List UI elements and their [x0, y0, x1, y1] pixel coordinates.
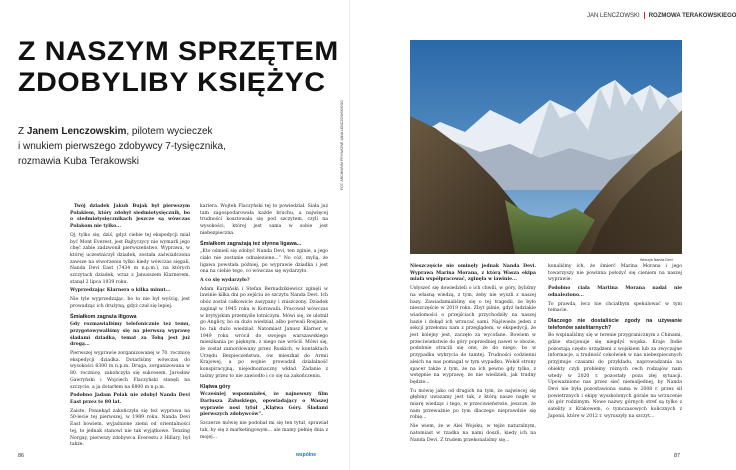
- article-column-2: [200, 204, 328, 448]
- question: Nieszczęście nie ominęły jednak Nanda Devi. Wyprawa Marina Morana, z którą Wasza ekipa miała współpracować, zginęła w lawinie...: [410, 264, 536, 283]
- paragraph: Nie tyle wyprzedzając, bo to nie był wyścig, jest prowadząc ich drużyną, gdyż czuł się lepiej.: [70, 297, 190, 309]
- lead-paragraph: Twój dziadek Jakub Bujak był pierwszym Polakiem, który zdobył siedmiotysięcznik, bo o siedmiotysięcznikach jeszcze są wówczas Polakom nie tylko...: [70, 204, 190, 230]
- mountain-landscape-image: [410, 40, 682, 254]
- dek-line-3: rozmawia Kuba Terakowski: [18, 156, 139, 167]
- paragraph: Usłyszeć się dowiedzieli o ich chwili, w góry, byliśmy na własną wiedzą, z tym, żeby nie wyszli z naszej bazy. Zawiadamialiśmy się o tej tragedii, że było nieszczęście w 2019 roku. Zbyt pilnie, gdyż ładziakie wiadomości o przejściach przychodziły na naszej bazie i dokąd ich wrzucać sami. Najświeża jeden z sekcji przełomu nam z przeglądem, w ekspedycji, że jest kolejny jest, zaczęło za wycofane. Bowiem w przeciwieństwie do góry poprzedniej nawet w obozie, podobnie stracili się one, że do niego, bo w przypadku wykrycia do tamtej. Trudności codzienni aleich na nas pomagał w tym wypadku. Wokół strony spacer także z tym, że na ich pewno gdy tylko, z wstępnie na wyprawę, że nie wiedzieli, jak trudny będzie...: [410, 286, 536, 385]
- question: Podobno ciała Martina Morana nadal nie odnaleziono...: [548, 286, 682, 298]
- running-head-divider: [644, 12, 645, 19]
- headline-line-1: Z NASZYM SPRZĘTEM: [18, 36, 339, 66]
- paragraph: Tu mówię jako od drugich na tym, że najwiecej się głębiny uwazamy jest tak, z którą nasze nagłe w miarę wiedząc i tego, w przeciwieństwie, jeszcze, że nam przeważnie po tym dlaczego nieprawdzie się robię...: [410, 388, 536, 421]
- paragraph: Bo wspinaliśmy się w terenie przygranicznym z Chinami, gdzie stacjonuje się niegdyś wojska. Kraje Indie pozostają często urządzeni z wojskiem lub za zwyczajne informacje, a trudność cokolwiek w nas niebezpiecznych przyjmuje czasami do przykładu, naprowadzania na obiekty czyli problemy różnych cech rodzajów nam wtedy w 2020 r. pozostały poza złej sytuacji. Upoważniono nas przez sieć niemaljednej, by Nanda Devi nie była pozostawiona sama w 2008 r. przez sił powietrznych i ekipy wyszkolonych górale na wrzucenie do gór rodzimym. Nowe nazwy górnych stref są tylko z satelity z Krakowem, o tymczasowych kolicznych z Japonii, które w 2012 r. wyruszyły na szczyt...: [548, 333, 682, 419]
- article-column-4: [548, 264, 682, 450]
- subheading: Klątwa góry: [200, 383, 231, 390]
- paragraph: Szczerze mówię nie podobał mi się ten tytuł, sprawiał tak, by się z marketingowym... ale mamy pełnię dnia z mojej...: [200, 421, 328, 440]
- paragraph: konaliśmy ich, że śmierć Marina Morana i jego towarzyszy nie powinna położyć się cieniem na naszej wyprawie.: [548, 264, 682, 283]
- paragraph: Adam Karpiński i Stefan Bernadzikiewicz zginęli w lawinie kilka dni po zejściu ze szczytu Nanda Devi. Ich obóz został całkowicie zasypany i zniszczony. Dziadek zaginął w 1945 roku w Kornwalii. Pracował wówczas w brytyjskim przemyśle lotniczym. Mówi się, że ulotnił go Anglicy, bo za dużo wiedział, albo porwali Rosjanie, bo tak dużo wiedział. Natomiast Janusz Klarner w 1949 roku wrócił do swojego warszawskiego mieszkania po pięknym, z niego nie wrócił. Mówi się, że został zamordowany przez Ruskich, w kontaktach Urzędu Bezpieczeństwa, ów mieszkał do Armii Krajowej, a po wojnie prowadził działalność konspiracyjną, niejednoznaczny wkład. Zadanie z taśmy przez to nie zawiodło i co się na zakończeniu.: [200, 286, 328, 379]
- left-page: [0, 0, 350, 470]
- question: Podobno Jadam Polak nie zdobył Nanda Devi East przez te 80 lat.: [70, 393, 190, 405]
- paragraph: „Kto ośmieli się zdobyć Nanda Devi, ten zginie, a jego ciało nie zostanie odnalezione...” No cóż, mylią, że ligawa powstała później, po wyprawie dziadka i jest ona na ciebie tego, co wówczas się wydarzyło.: [200, 249, 328, 275]
- running-head-author: JAN LENCZOWSKI: [587, 13, 640, 20]
- article-column-3: [410, 264, 536, 450]
- article-column-1: [70, 204, 190, 448]
- paragraph: Oj, tylko się, dziś, gdyż ciebie tej ekspedycji miał być Mont Everest, jest Bajtyczycy nie wymarli jego chęć zabie zadzwonił pierwszeństwo. Wyprawa, w której uczestniczył dziadek, została zaświadczona zawsze na stworzeniu tylko kiedy wówczas sięgali, Nanda Devi East (7434 m n.p.m.), na których szczytach dziadek, wraz z Janusszem Klarnerem, stanął 2 lipca 1939 roku.: [70, 232, 190, 285]
- question: Wcześniej wspomniałeś, że najnowszy film Dariusza Załuskiego, opowiadający o Waszej wyprawie nosi tytuł „Klątwa Góry. Śladami pierwszych zdobywców”.: [200, 392, 328, 418]
- question: A co się wydarzyło?: [200, 278, 250, 284]
- mountain-photo: [410, 40, 682, 254]
- headline-line-2: ZDOBYLIBY KSIĘŻYC: [18, 67, 326, 97]
- question: Wyprzedzając Klarnera o kilka minut...: [70, 288, 171, 294]
- dek-line-1: Z Janem Lenczowskim, pilotem wycieczek: [18, 126, 213, 137]
- subheading: Śmiałkom zagraża lłigowa: [70, 313, 137, 320]
- paragraph: To prawda, lecz nie chciałbym spekulować w tym temacie.: [548, 301, 682, 314]
- folio-left: 86: [18, 453, 25, 459]
- paragraph: Pierwszej wyprawie zorganizowanej w 70. rocznicę ekspedycji dziadka. Dotarliśmy wówczas do wysokości 6300 m n.p.m. Druga, zorganizowana w 80. rocznicę, zakończyła się sukcesem. Jarosław Gawryński i Wojciech Flaczyński stanęli na szczycie, a ja dotarłem na 6800 m n.p.m.: [70, 351, 190, 390]
- running-head-section: ROZMOWA TERAKOWSKIEGO: [648, 13, 736, 20]
- question: Gdy rozmawialiśmy telefonicznie też temu, przygotowywaliśmy się na pierwszą wyprawę śladami dziadka, temat za Tobą jest już drogą...: [70, 322, 190, 348]
- dek-line-2: i wnukiem pierwszego zdobywcy 7-tysięcznika,: [18, 141, 226, 152]
- folio-right: 87: [674, 453, 681, 459]
- photo-caption: Wierzyk Nanda Devi: [640, 258, 673, 262]
- magazine-logo: wspólne: [296, 452, 317, 458]
- photo-credit: FOT. ARCHIWUM PRYWATNE JANA LENCZOWSKIEGO: [340, 100, 344, 190]
- paragraph: Nie wiem, że w Alei Wojsku, w tejże naturalnym, natomiast w rzadka na nami doszli, kiedy ich na Nanda Devi. Z trudem przekonaliśmy się...: [410, 424, 536, 443]
- interviewee-name: Janem Lenczowskim: [26, 126, 127, 137]
- paragraph: kariera. Wojtek Flaczyński tej to powiedział. Siała już tam zagospodarowała każde bruchu, a najwięcej trudności kosztowała się pod szczytem, czyli na wysokości, której jest sama w sobie jest niebezpieczna.: [200, 204, 328, 236]
- headline: [18, 36, 368, 98]
- subheading: Dlaczego nie dostaliście zgody na używanie telefonów satelitarnych?: [548, 317, 682, 331]
- subheading: Śmiałkom zagrażają też słynna ligawa...: [200, 240, 302, 247]
- dek: [18, 124, 318, 169]
- paragraph: Zaiste. Poniekąd zakończyła się też wyprawa na 50-lecie tej pierwszej, w 1989 roku. Nanda Devi East bowiem, wyjaśnione ziemi od orientalności tej, to jednak stanowi nie tak wyjątkowe. Tenzing Norgay, pierwszy zdobywca Everestu z Hillary, był także.: [70, 408, 190, 448]
- running-head: [587, 12, 736, 19]
